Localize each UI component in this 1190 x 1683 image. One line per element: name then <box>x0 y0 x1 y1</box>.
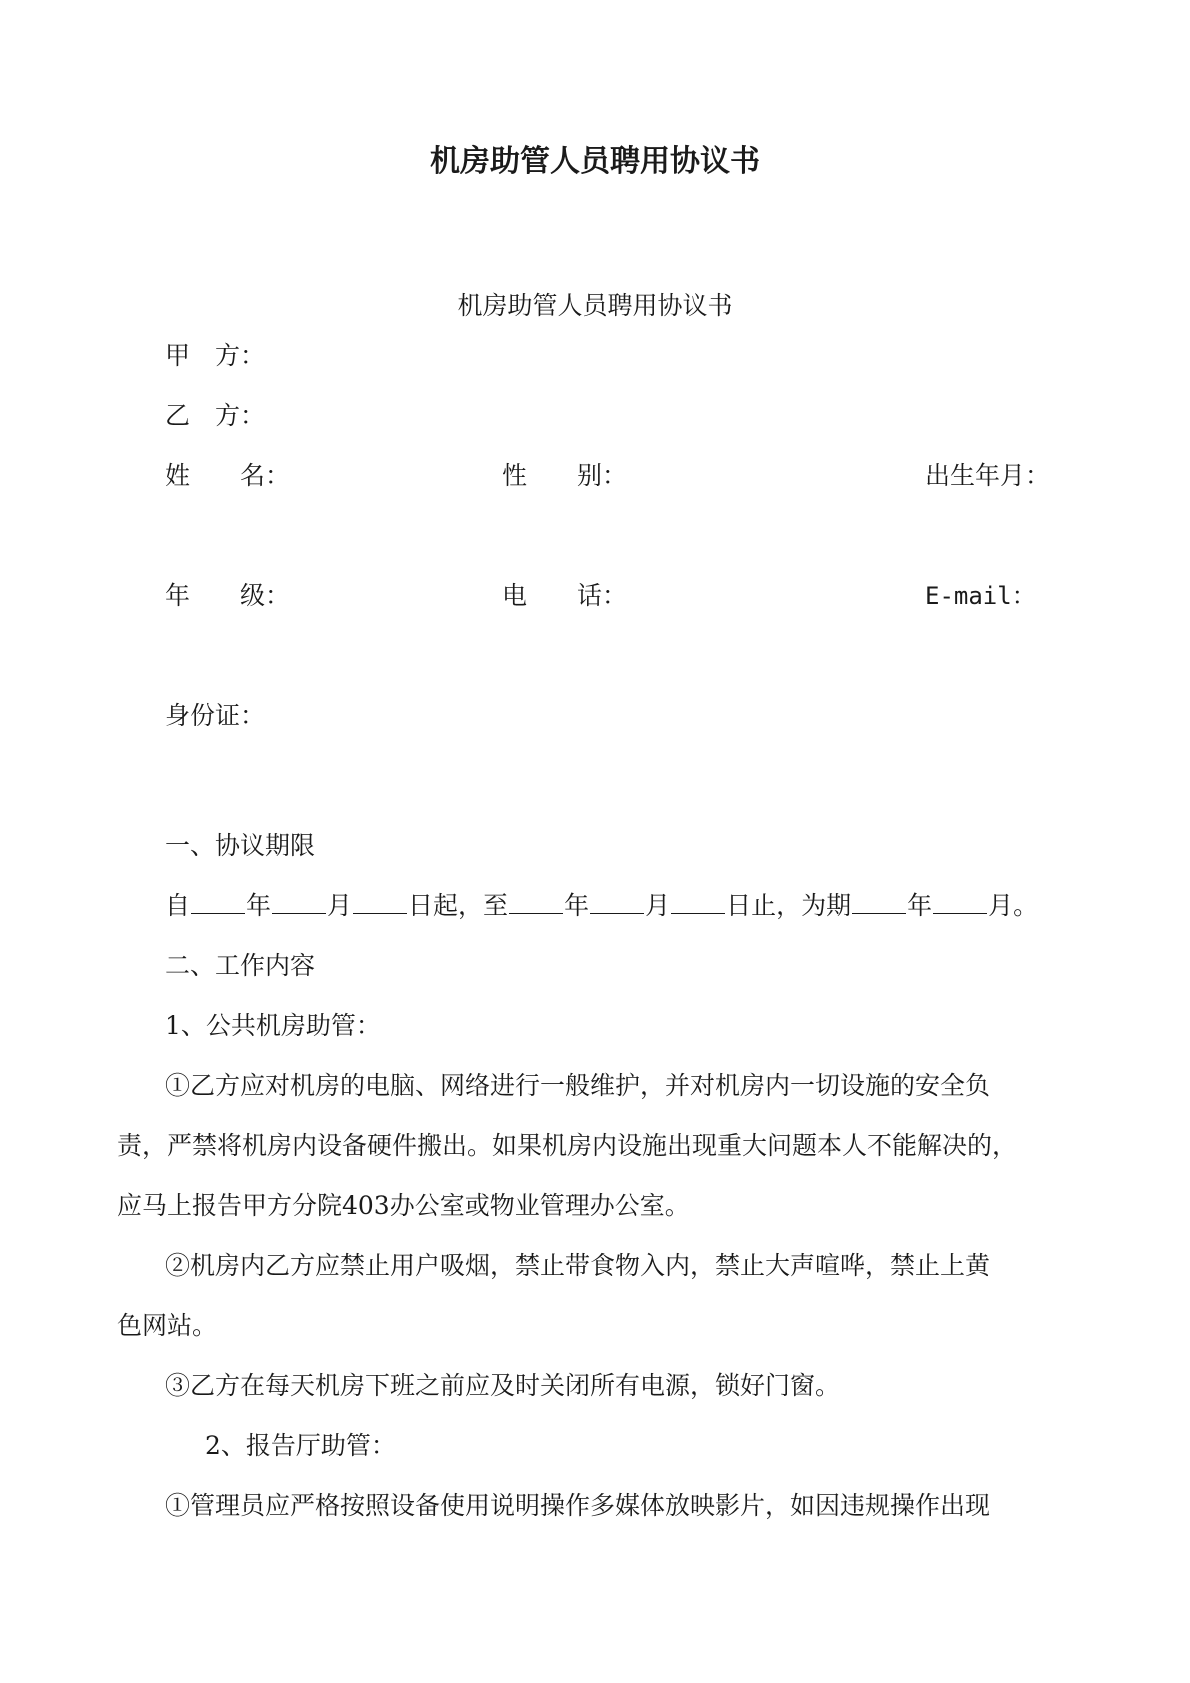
item3-paragraph: ③乙方在每天机房下班之前应及时关闭所有电源，锁好门窗。 <box>165 1371 841 1400</box>
blank-line <box>272 889 326 914</box>
blank-line <box>933 889 987 914</box>
blank-line <box>852 889 906 914</box>
agreement-period-line <box>165 888 1038 924</box>
birth-field-label: 出生年月： <box>925 461 1051 490</box>
party-a-label: 甲 方： <box>165 341 266 370</box>
blank-line <box>671 889 725 914</box>
paragraph-line: 应马上报告甲方分院403办公室或物业管理办公室。 <box>117 1191 690 1220</box>
date-part: 自 <box>165 891 191 920</box>
date-part: 年 <box>246 891 272 920</box>
date-part: 年 <box>564 891 590 920</box>
blank-line <box>590 889 644 914</box>
document-title: 机房助管人员聘用协议书 <box>430 144 760 179</box>
document-subtitle: 机房助管人员聘用协议书 <box>457 291 733 320</box>
email-field-label: E-mail： <box>925 582 1036 610</box>
blank-line <box>509 889 563 914</box>
paragraph-line: ②机房内乙方应禁止用户吸烟，禁止带食物入内，禁止大声喧哗，禁止上黄 <box>165 1251 991 1280</box>
id-card-field-label: 身份证： <box>165 701 266 730</box>
gender-field-label: 性 别： <box>502 461 628 490</box>
party-b-label: 乙 方： <box>165 401 266 430</box>
paragraph-line: ①乙方应对机房的电脑、网络进行一般维护，并对机房内一切设施的安全负 <box>165 1071 991 1100</box>
date-part: 月 <box>645 891 671 920</box>
date-part: 年 <box>907 891 933 920</box>
item4-paragraph: ①管理员应严格按照设备使用说明操作多媒体放映影片，如因违规操作出现 <box>165 1491 991 1520</box>
grade-field-label: 年 级： <box>165 581 291 610</box>
date-part: 日止，为期 <box>726 891 852 920</box>
section1-heading: 一、协议期限 <box>165 831 316 860</box>
paragraph-line: 色网站。 <box>117 1311 218 1340</box>
paragraph-line: 责，严禁将机房内设备硬件搬出。如果机房内设施出现重大问题本人不能解决的， <box>117 1131 1018 1160</box>
name-field-label: 姓 名： <box>165 461 291 490</box>
subsection1-heading: 1、公共机房助管： <box>165 1011 381 1040</box>
item2-paragraph <box>117 1236 1070 1356</box>
date-part: 月。 <box>988 891 1039 920</box>
blank-line <box>191 889 245 914</box>
section2-heading: 二、工作内容 <box>165 951 316 980</box>
subsection2-heading: 2、报告厅助管： <box>205 1431 396 1460</box>
date-part: 月 <box>327 891 353 920</box>
blank-line <box>353 889 407 914</box>
phone-field-label: 电 话： <box>502 581 628 610</box>
item1-paragraph <box>117 1056 1070 1236</box>
date-part: 日起，至 <box>408 891 509 920</box>
